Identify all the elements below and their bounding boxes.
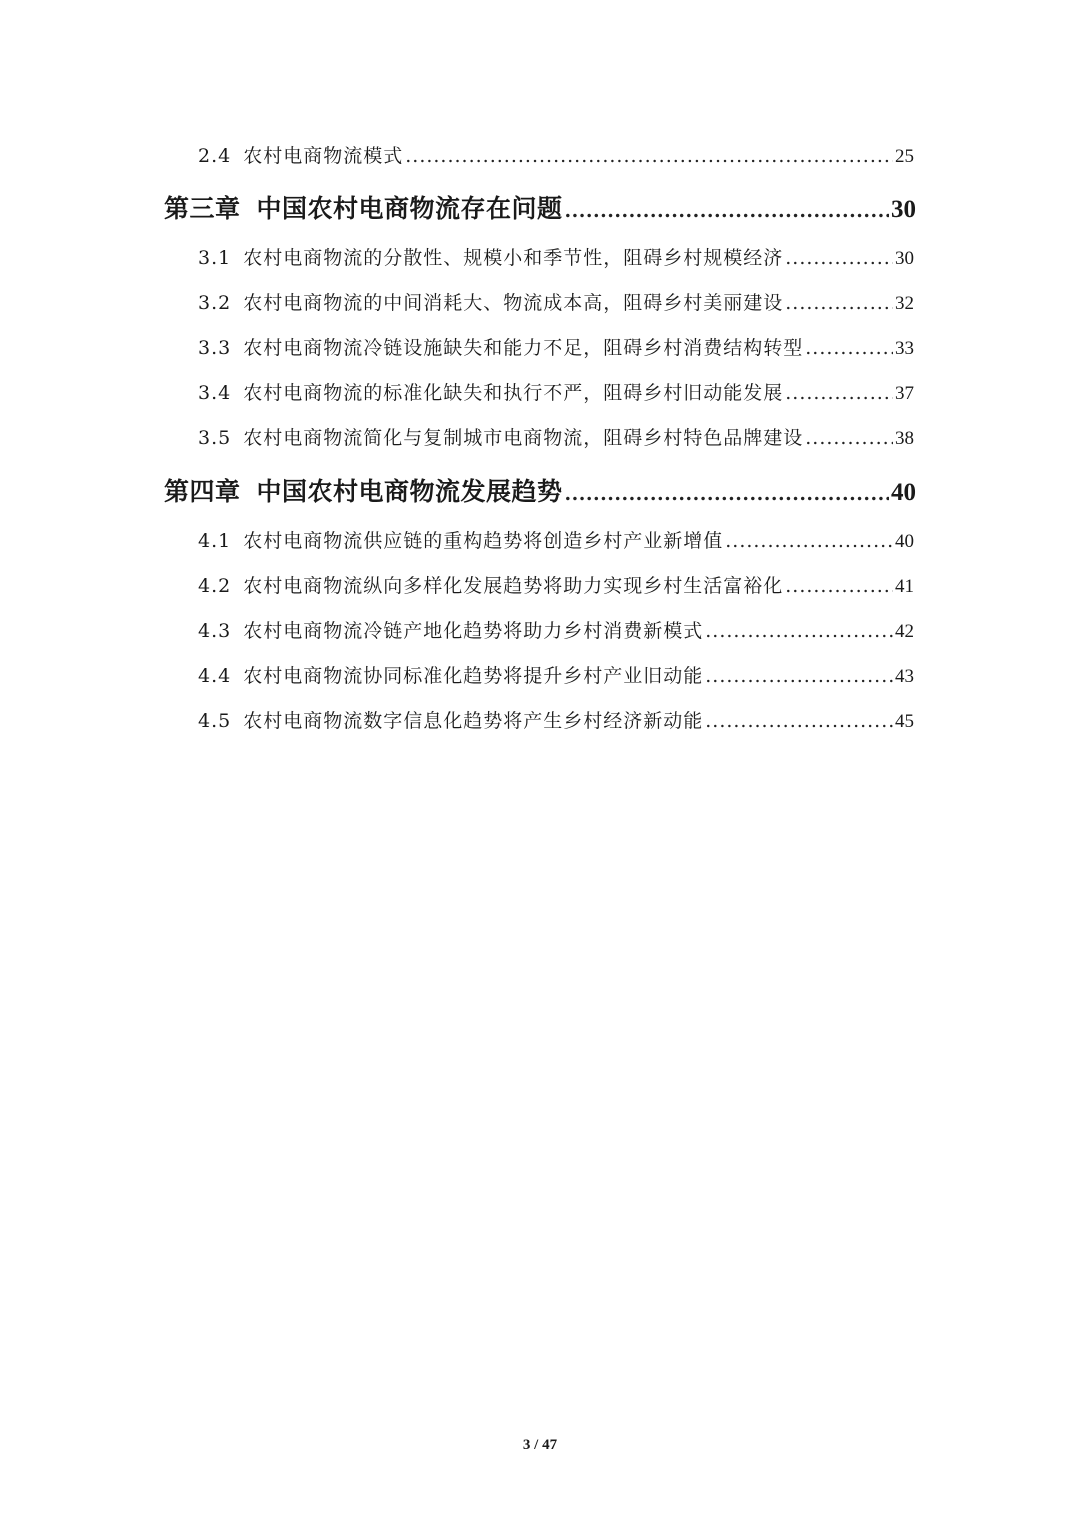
toc-entry-page: 30 [895,248,914,269]
toc-entry-number: 3.1 [198,247,232,269]
toc-entry-4-3[interactable] [198,616,914,643]
toc-chapter-3[interactable] [164,189,916,225]
toc-entry-title: 农村电商物流冷链产地化趋势将助力乡村消费新模式 [243,620,704,642]
toc-entry-3-1[interactable] [198,243,914,270]
toc-chapter-title: 中国农村电商物流存在问题 [256,194,563,223]
dot-leader [785,292,893,314]
dot-leader [565,200,889,222]
toc-entry-title: 农村电商物流简化与复制城市电商物流，阻碍乡村特色品牌建设 [243,427,804,449]
dot-leader [565,483,889,505]
toc-entry-page: 38 [895,428,914,449]
toc-chapter-number: 第三章 [164,194,241,223]
toc-entry-number: 4.1 [198,530,232,552]
toc-entry-page: 33 [895,338,914,359]
toc-entry-page: 45 [895,711,914,732]
toc-entry-title: 农村电商物流纵向多样化发展趋势将助力实现乡村生活富裕化 [243,575,784,597]
dot-leader [785,247,893,269]
toc-chapter-page: 30 [891,196,916,223]
toc-chapter-title: 中国农村电商物流发展趋势 [256,477,563,506]
toc-entry-number: 2.4 [198,145,232,167]
dot-leader [705,710,893,732]
toc-entry-title: 农村电商物流模式 [243,145,404,167]
toc-entry-number: 4.4 [198,665,232,687]
dot-leader [805,427,893,449]
toc-entry-title: 农村电商物流的分散性、规模小和季节性，阻碍乡村规模经济 [243,247,784,269]
dot-leader [705,665,893,687]
toc-entry-title: 农村电商物流的标准化缺失和执行不严，阻碍乡村旧动能发展 [243,382,784,404]
dot-leader [785,382,893,404]
toc-entry-4-1[interactable] [198,526,914,553]
toc-entry-title: 农村电商物流供应链的重构趋势将创造乡村产业新增值 [243,530,724,552]
toc-chapter-page: 40 [891,479,916,506]
toc-entry-3-3[interactable] [198,333,914,360]
toc-entry-page: 42 [895,621,914,642]
toc-entry-4-4[interactable] [198,661,914,688]
toc-entry-4-2[interactable] [198,571,914,598]
toc-entry-title: 农村电商物流冷链设施缺失和能力不足，阻碍乡村消费结构转型 [243,337,804,359]
toc-entry-title: 农村电商物流的中间消耗大、物流成本高，阻碍乡村美丽建设 [243,292,784,314]
toc-entry-number: 3.2 [198,292,232,314]
toc-entry-page: 43 [895,666,914,687]
toc-chapter-4[interactable] [164,472,916,508]
toc-entry-number: 3.5 [198,427,232,449]
dot-leader [805,337,893,359]
toc-entry-number: 4.5 [198,710,232,732]
toc-entry-number: 4.2 [198,575,232,597]
toc-entry-title: 农村电商物流数字信息化趋势将产生乡村经济新动能 [243,710,704,732]
toc-entry-page: 25 [895,146,914,167]
toc-entry-page: 37 [895,383,914,404]
toc-entry-page: 32 [895,293,914,314]
dot-leader [785,575,893,597]
toc-entry-number: 3.4 [198,382,232,404]
dot-leader [725,530,893,552]
toc-entry-number: 3.3 [198,337,232,359]
toc-entry-3-4[interactable] [198,378,914,405]
dot-leader [405,145,893,167]
page-number-footer: 3 / 47 [522,1437,558,1453]
toc-entry-3-2[interactable] [198,288,914,315]
toc-entry-page: 40 [895,531,914,552]
toc-entry-page: 41 [895,576,914,597]
toc-entry-title: 农村电商物流协同标准化趋势将提升乡村产业旧动能 [243,665,704,687]
toc-entry-3-5[interactable] [198,423,914,450]
dot-leader [705,620,893,642]
toc-entry-2-4[interactable] [198,141,914,168]
toc-entry-4-5[interactable] [198,706,914,733]
toc-chapter-number: 第四章 [164,477,241,506]
toc-entry-number: 4.3 [198,620,232,642]
